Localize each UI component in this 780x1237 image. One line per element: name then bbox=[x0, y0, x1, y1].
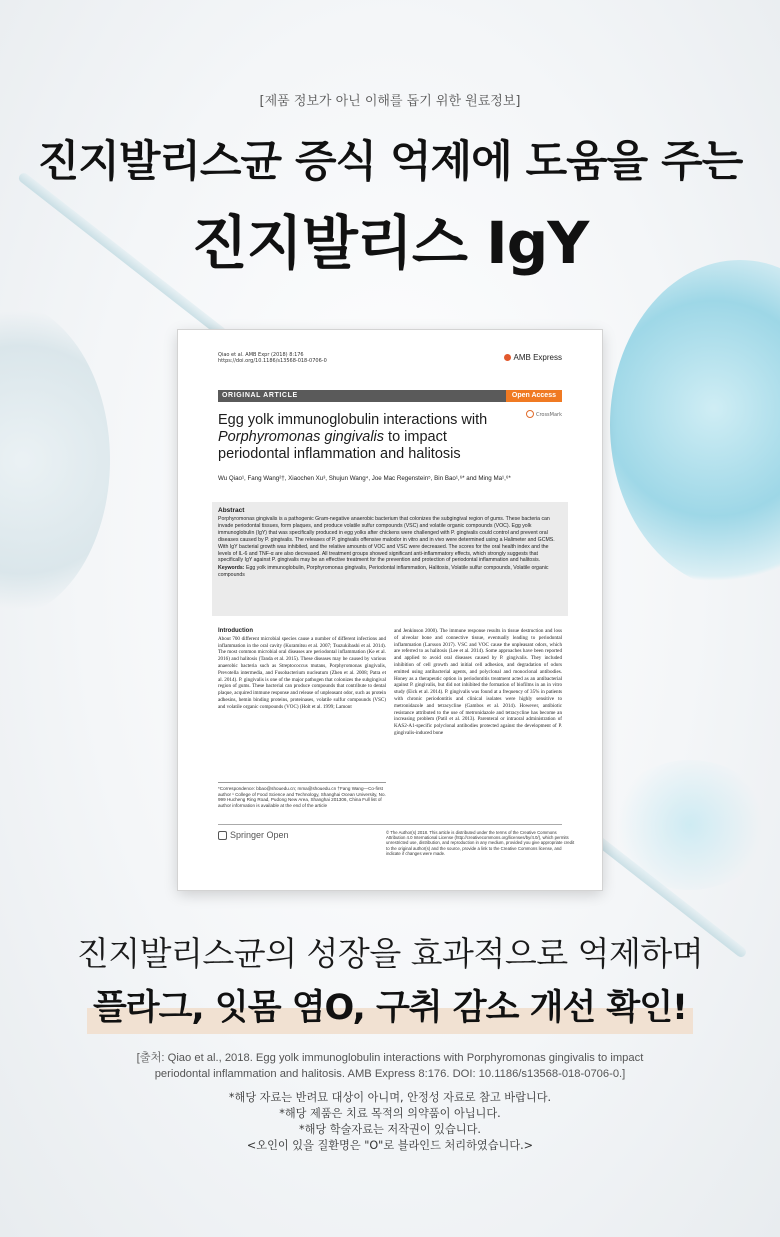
disclaimer-note: [제품 정보가 아닌 이해를 돕기 위한 원료정보] bbox=[259, 94, 521, 109]
keywords bbox=[218, 565, 562, 579]
disclaimer-notes bbox=[0, 1090, 780, 1154]
abstract-box bbox=[212, 502, 568, 616]
note-line: *해당 학술자료는 저작권이 있습니다. bbox=[299, 1123, 481, 1136]
highlight-text: 플라그, 잇몸 염O, 구취 감소 개선 확인! bbox=[93, 988, 687, 1028]
intro-text-left: About 700 different microbial species cause a number of different infections and inflammation in the oral cavity (Kuramitsu et al. 2007; Tsuzukibashi et al. 2014). The most common microbial oral diseases are periodontal inflammation (Ke et al. 2016) and halitosis (Tanda et al. 2015). These diseases may be caused by various anaerobic bacteria such as Streptococcus mutans, Porphyromonas gingivalis, Prevotella intermedia, and Fusobacterium nucleatum (Zhen et al. 2008; Patra et al. 2014). P. gingivalis is one of the major pathogen that colonizes the subgingival region of gums. These bacterial can produce compounds that contribute to dental plaque, acquired immune response and release of unpleasant odor, such as protein adhesins, hemin binding proteins, proteinases, volatile sulfur compounds (VSC) and volatile organic compounds (VOC) (Holt et al. 1999; Lamont bbox=[218, 635, 386, 710]
open-access-badge: Open Access bbox=[506, 390, 562, 402]
article-type-bar bbox=[218, 390, 562, 402]
paper-right-column bbox=[394, 628, 562, 737]
highlight-banner bbox=[89, 980, 691, 1030]
paper-title bbox=[218, 412, 518, 463]
keywords-label: Keywords: bbox=[218, 565, 245, 572]
note-line: *해당 제품은 치료 목적의 의약품이 아닙니다. bbox=[279, 1107, 501, 1120]
highlight-wrapper bbox=[0, 980, 780, 1030]
publisher-name: Springer Open bbox=[230, 830, 289, 840]
petri-dish-background bbox=[610, 260, 780, 590]
liquid-drop-decoration bbox=[610, 760, 770, 890]
footer-divider bbox=[218, 824, 562, 825]
intro-heading: Introduction bbox=[218, 628, 253, 634]
journal-logo-icon bbox=[504, 354, 511, 361]
license-text: © The Author(s) 2018. This article is distributed under the terms of the Creative Commons Attribution 4.0 International License (http://creativecommons.org/licenses/by/4.0/), which permits unrestricted use, distribution, and reproduction in any medium, provided you give appropriate credit to the original author(s) and the source, provide a link to the Creative Commons license, and indicate if changes were made. bbox=[386, 830, 575, 856]
crossmark-icon bbox=[526, 410, 534, 418]
paper-meta bbox=[218, 352, 327, 364]
paper-citation: Qiao et al. AMB Expr (2018) 8:176 bbox=[218, 352, 304, 358]
headline-line2: 진지발리스 IgY bbox=[191, 209, 589, 277]
abstract-text: Porphyromonas gingivalis is a pathogenic Gram-negative anaerobic bacterium that colonizes the subgingival region of gums. These bacteria can invade periodontal tissues, form plaques, and produce volatile sulfur compounds (VSC) and volatile organic compounds (VOC). Egg yolk immunoglobulin (IgY) that was specifically produced in egg yolks after chickens were challenged with P. gingivalis could control and prevent oral diseases caused by P. gingivalis. The releases of P. gingivalis offensive malodor in vitro and in vivo were determined using a Halimeter and GCMS. With IgY bacterial growth was inhibited, and the relative amounts of VOC and VSC were decreased. The scores for the oral health index and the levels of IL-6 and TNF-α are also decreased. All treatment groups showed significant anti-inflammatory effects, which strongly suggests that specifically IgY against P. gingivalis may be an effective treatment for the prevention and protection of periodontal inflammation and halitosis. bbox=[218, 516, 555, 564]
journal-logo bbox=[504, 353, 562, 362]
paper-thumbnail bbox=[178, 330, 602, 890]
subheadline: 진지발리스균의 성장을 효과적으로 억제하며 bbox=[76, 934, 704, 973]
crossmark-label: CrossMark bbox=[535, 412, 562, 418]
paper-authors: Wu Qiao¹, Fang Wang²†, Xiaochen Xu³, Shujun Wang⁴, Joe Mac Regenstein⁵, Bin Bao¹,⁶* and Ming Ma¹,⁶* bbox=[218, 475, 511, 482]
source-citation: [출처: Qiao et al., 2018. Egg yolk immunoglobulin interactions with Porphyromonas gingivalis to impact periodontal inflammation and halitosis. AMB Express 8:176. DOI: 10.1186/s13568-018-0706-0.] bbox=[136, 1052, 644, 1080]
paper-title-part1: Egg yolk immunoglobulin interactions with bbox=[218, 412, 488, 428]
correspondence-footnote: *Correspondence: bbao@shouedu.cn; mma@shouedu.cn †Fang Wang—Co-first author ¹ College of Food Science and Technology, Shanghai Ocean University, No. 999 Hucheng Ring Road, Pudong New Area, Shanghai 201306, China Full list of author information is available at the end of the article bbox=[218, 782, 386, 808]
headline-line1: 진지발리스균 증식 억제에 도움을 주는 bbox=[37, 137, 743, 187]
note-line: <오인이 있을 질환명은 "O"로 블라인드 처리하였습니다.> bbox=[246, 1139, 534, 1152]
springer-icon bbox=[218, 831, 227, 840]
intro-text-right: and Jenkinson 2000). The immune response results in tissue destruction and loss of alveolar bone and connective tissue, eventually leading to periodontal inflammation (Larsson 2017). VSC and VOC cause the unpleasant odors, which are referred to as halitosis (Lee et al. 2014). Some approaches have been reported and applied to avoid oral diseases caused by P. gingivalis. They included inhibition of cell growth and initial cell adhesion, and degradation of odors emitted using antibacterial agents, and polyclonal and monoclonal antibodies. Honey as a therapeutic option in periodontitis treatment acted as an antibacterial against P. gingivalis, but did not inhibited the formation of biofilms in an in vitro study (Eick et al. 2014). P. gingivalis was found at a frequency of 35% in patients with chronic periodontitis and clinical isolates were highly sensitive to metronidazole and tetracycline (Gambos et al. 2014). However, antibiotic resistance attributed to the use of metronidazole and tetracycline has become an increasing problem (Patil et al. 2013). Parenteral or intraoral administration of KAS2-A1-specific polyclonal antibodies protected against the development of P. gingivalis-induced bone bbox=[394, 628, 562, 736]
publisher-logo bbox=[218, 830, 289, 840]
paper-title-italic: Porphyromonas gingivalis bbox=[218, 429, 385, 445]
paper-left-column bbox=[218, 628, 386, 711]
journal-name: AMB Express bbox=[513, 353, 562, 362]
crossmark bbox=[526, 410, 562, 418]
note-line: *해당 자료는 반려묘 대상이 아니며, 안정성 자료로 참고 바랍니다. bbox=[228, 1091, 552, 1104]
petri-dish-background-left bbox=[0, 300, 110, 620]
keywords-text: Egg yolk immunoglobulin, Porphyromonas gingivalis, Periodontal inflammation, Halitosis, Volatile sulfur compounds, Volatile organic compounds bbox=[218, 565, 549, 579]
abstract-heading: Abstract bbox=[218, 507, 245, 514]
article-type-label: ORIGINAL ARTICLE bbox=[222, 392, 298, 399]
paper-title-part2: to impact periodontal inflammation and halitosis bbox=[218, 429, 461, 462]
paper-doi: https://doi.org/10.1186/s13568-018-0706-0 bbox=[218, 358, 327, 364]
